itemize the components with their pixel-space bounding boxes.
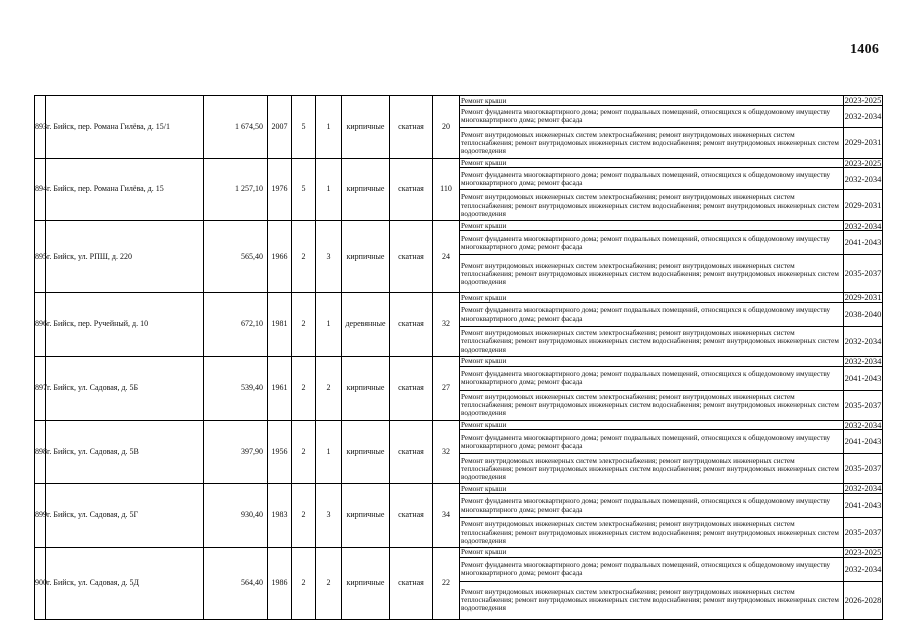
work-type-cell: Ремонт крыши [460,547,844,557]
work-type-cell: Ремонт фундамента многоквартирного дома; ремонт подвальных помещений, относящихся к общедомовому имуществу многоквартирного дома; ремонт фасада [460,231,844,255]
area-cell: 564,40 [204,547,268,619]
work-type-cell: Ремонт внутридомовых инженерных систем электроснабжения; ремонт внутридомовых инженерных систем теплоснабжения; ремонт внутридомовых инженерных систем водоснабжения; ремонт внутридомовых инженерных систем водоотведения [460,190,844,221]
floors-cell: 2 [292,293,316,357]
period-cell: 2032-2034 [844,326,883,356]
roof-type-cell: скатная [390,420,433,484]
address-cell: г. Бийск, ул. Садовая, д. 5Г [46,484,204,548]
residents-cell: 32 [433,420,460,484]
residents-cell: 34 [433,484,460,548]
entrances-cell: 2 [316,356,342,420]
work-type-cell: Ремонт внутридомовых инженерных систем электроснабжения; ремонт внутридомовых инженерных систем теплоснабжения; ремонт внутридомовых инженерных систем водоснабжения; ремонт внутридомовых инженерных систем водоотведения [460,127,844,158]
table-row [35,356,883,366]
entrances-cell: 2 [316,547,342,619]
residents-cell: 27 [433,356,460,420]
period-cell: 2023-2025 [844,547,882,558]
period-cell: 2035-2037 [844,454,883,484]
floors-cell: 2 [292,547,316,619]
period-cell: 2026-2028 [844,581,883,619]
period-cell: 2029-2031 [844,292,882,303]
year-cell: 1981 [268,293,292,357]
period-cell: 2032-2034 [844,557,883,581]
row-number: 895 [35,221,46,293]
work-type-cell: Ремонт крыши [460,420,844,430]
work-type-cell: Ремонт внутридомовых инженерных систем электроснабжения; ремонт внутридомовых инженерных систем теплоснабжения; ремонт внутридомовых инженерных систем водоснабжения; ремонт внутридомовых инженерных систем водоотведения [460,454,844,484]
row-number: 899 [35,484,46,548]
floors-cell: 5 [292,158,316,221]
residents-cell: 22 [433,547,460,619]
work-type-cell: Ремонт внутридомовых инженерных систем электроснабжения; ремонт внутридомовых инженерных систем теплоснабжения; ремонт внутридомовых инженерных систем водоснабжения; ремонт внутридомовых инженерных систем водоотведения [460,517,844,547]
table-row [35,293,883,303]
year-cell: 1983 [268,484,292,548]
floors-cell: 2 [292,356,316,420]
period-cell: 2032-2034 [844,419,882,430]
period-cell: 2029-2031 [844,190,883,221]
entrances-cell: 3 [316,221,342,293]
area-cell: 539,40 [204,356,268,420]
year-cell: 1986 [268,547,292,619]
roof-type-cell: скатная [390,158,433,221]
address-cell: г. Бийск, пер. Ручейный, д. 10 [46,293,204,357]
floors-cell: 2 [292,420,316,484]
table-row [35,420,883,430]
period-cell: 2041-2043 [844,430,883,454]
period-cell: 2032-2034 [844,355,882,366]
wall-material-cell: кирпичные [342,547,390,619]
table-row [35,484,883,494]
residents-cell: 110 [433,158,460,221]
period-cell: 2023-2025 [844,157,882,168]
row-number: 897 [35,356,46,420]
roof-type-cell: скатная [390,356,433,420]
work-type-cell: Ремонт крыши [460,356,844,366]
area-cell: 930,40 [204,484,268,548]
work-type-cell: Ремонт крыши [460,158,844,168]
address-cell: г. Бийск, ул. РПШ, д. 220 [46,221,204,293]
period-cell: 2032-2034 [844,220,882,231]
work-type-cell: Ремонт фундамента многоквартирного дома; ремонт подвальных помещений, относящихся к общедомовому имуществу многоквартирного дома; ремонт фасада [460,105,844,127]
period-cell: 2041-2043 [844,231,883,255]
roof-type-cell: скатная [390,293,433,357]
work-type-cell: Ремонт фундамента многоквартирного дома; ремонт подвальных помещений, относящихся к общедомовому имуществу многоквартирного дома; ремонт фасада [460,430,844,454]
roof-type-cell: скатная [390,96,433,159]
page-number: 1406 [850,42,880,57]
period-cell: 2023-2025 [844,95,882,106]
area-cell: 1 257,10 [204,158,268,221]
floors-cell: 5 [292,96,316,159]
wall-material-cell: деревянные [342,293,390,357]
period-cell: 2041-2043 [844,366,883,390]
residents-cell: 24 [433,221,460,293]
work-type-cell: Ремонт фундамента многоквартирного дома; ремонт подвальных помещений, относящихся к общедомовому имуществу многоквартирного дома; ремонт фасада [460,493,844,517]
entrances-cell: 1 [316,96,342,159]
work-type-cell: Ремонт крыши [460,221,844,231]
floors-cell: 2 [292,221,316,293]
year-cell: 1961 [268,356,292,420]
work-type-cell: Ремонт крыши [460,96,844,106]
address-cell: г. Бийск, пер. Романа Гилёва, д. 15 [46,158,204,221]
work-type-cell: Ремонт фундамента многоквартирного дома; ремонт подвальных помещений, относящихся к общедомовому имуществу многоквартирного дома; ремонт фасада [460,168,844,190]
table-row [35,96,883,106]
row-number: 900 [35,547,46,619]
roof-type-cell: скатная [390,221,433,293]
year-cell: 1966 [268,221,292,293]
row-number: 896 [35,293,46,357]
area-cell: 1 674,50 [204,96,268,159]
wall-material-cell: кирпичные [342,158,390,221]
entrances-cell: 1 [316,420,342,484]
work-type-cell: Ремонт фундамента многоквартирного дома; ремонт подвальных помещений, относящихся к общедомовому имуществу многоквартирного дома; ремонт фасада [460,557,844,581]
wall-material-cell: кирпичные [342,356,390,420]
wall-material-cell: кирпичные [342,221,390,293]
work-type-cell: Ремонт внутридомовых инженерных систем электроснабжения; ремонт внутридомовых инженерных систем теплоснабжения; ремонт внутридомовых инженерных систем водоснабжения; ремонт внутридомовых инженерных систем водоотведения [460,390,844,420]
work-type-cell: Ремонт крыши [460,293,844,303]
period-cell: 2041-2043 [844,493,883,517]
work-type-cell: Ремонт фундамента многоквартирного дома; ремонт подвальных помещений, относящихся к общедомовому имуществу многоквартирного дома; ремонт фасада [460,366,844,390]
work-type-cell: Ремонт крыши [460,484,844,494]
table-row [35,158,883,168]
period-cell: 2035-2037 [844,390,883,420]
year-cell: 2007 [268,96,292,159]
entrances-cell: 3 [316,484,342,548]
period-cell: 2035-2037 [844,517,883,547]
residents-cell: 32 [433,293,460,357]
period-cell: 2038-2040 [844,302,883,326]
residents-cell: 20 [433,96,460,159]
row-number: 894 [35,158,46,221]
address-cell: г. Бийск, пер. Романа Гилёва, д. 15/1 [46,96,204,159]
row-number: 898 [35,420,46,484]
area-cell: 565,40 [204,221,268,293]
year-cell: 1976 [268,158,292,221]
wall-material-cell: кирпичные [342,484,390,548]
wall-material-cell: кирпичные [342,420,390,484]
row-number: 893 [35,96,46,159]
table-row [35,221,883,231]
work-type-cell: Ремонт внутридомовых инженерных систем электроснабжения; ремонт внутридомовых инженерных систем теплоснабжения; ремонт внутридомовых инженерных систем водоснабжения; ремонт внутридомовых инженерных систем водоотведения [460,326,844,356]
roof-type-cell: скатная [390,484,433,548]
period-cell: 2032-2034 [844,168,883,190]
area-cell: 397,90 [204,420,268,484]
address-cell: г. Бийск, ул. Садовая, д. 5В [46,420,204,484]
table-row [35,547,883,557]
housing-repair-table [34,95,883,620]
work-type-cell: Ремонт внутридомовых инженерных систем электроснабжения; ремонт внутридомовых инженерных систем теплоснабжения; ремонт внутридомовых инженерных систем водоснабжения; ремонт внутридомовых инженерных систем водоотведения [460,581,844,619]
period-cell: 2032-2034 [844,483,882,494]
work-type-cell: Ремонт фундамента многоквартирного дома; ремонт подвальных помещений, относящихся к общедомовому имуществу многоквартирного дома; ремонт фасада [460,302,844,326]
address-cell: г. Бийск, ул. Садовая, д. 5Д [46,547,204,619]
period-cell: 2029-2031 [844,127,883,158]
entrances-cell: 1 [316,158,342,221]
entrances-cell: 1 [316,293,342,357]
period-cell: 2032-2034 [844,105,883,127]
floors-cell: 2 [292,484,316,548]
period-cell: 2035-2037 [844,255,883,293]
roof-type-cell: скатная [390,547,433,619]
wall-material-cell: кирпичные [342,96,390,159]
address-cell: г. Бийск, ул. Садовая, д. 5Б [46,356,204,420]
work-type-cell: Ремонт внутридомовых инженерных систем электроснабжения; ремонт внутридомовых инженерных систем теплоснабжения; ремонт внутридомовых инженерных систем водоснабжения; ремонт внутридомовых инженерных систем водоотведения [460,255,844,293]
area-cell: 672,10 [204,293,268,357]
year-cell: 1956 [268,420,292,484]
